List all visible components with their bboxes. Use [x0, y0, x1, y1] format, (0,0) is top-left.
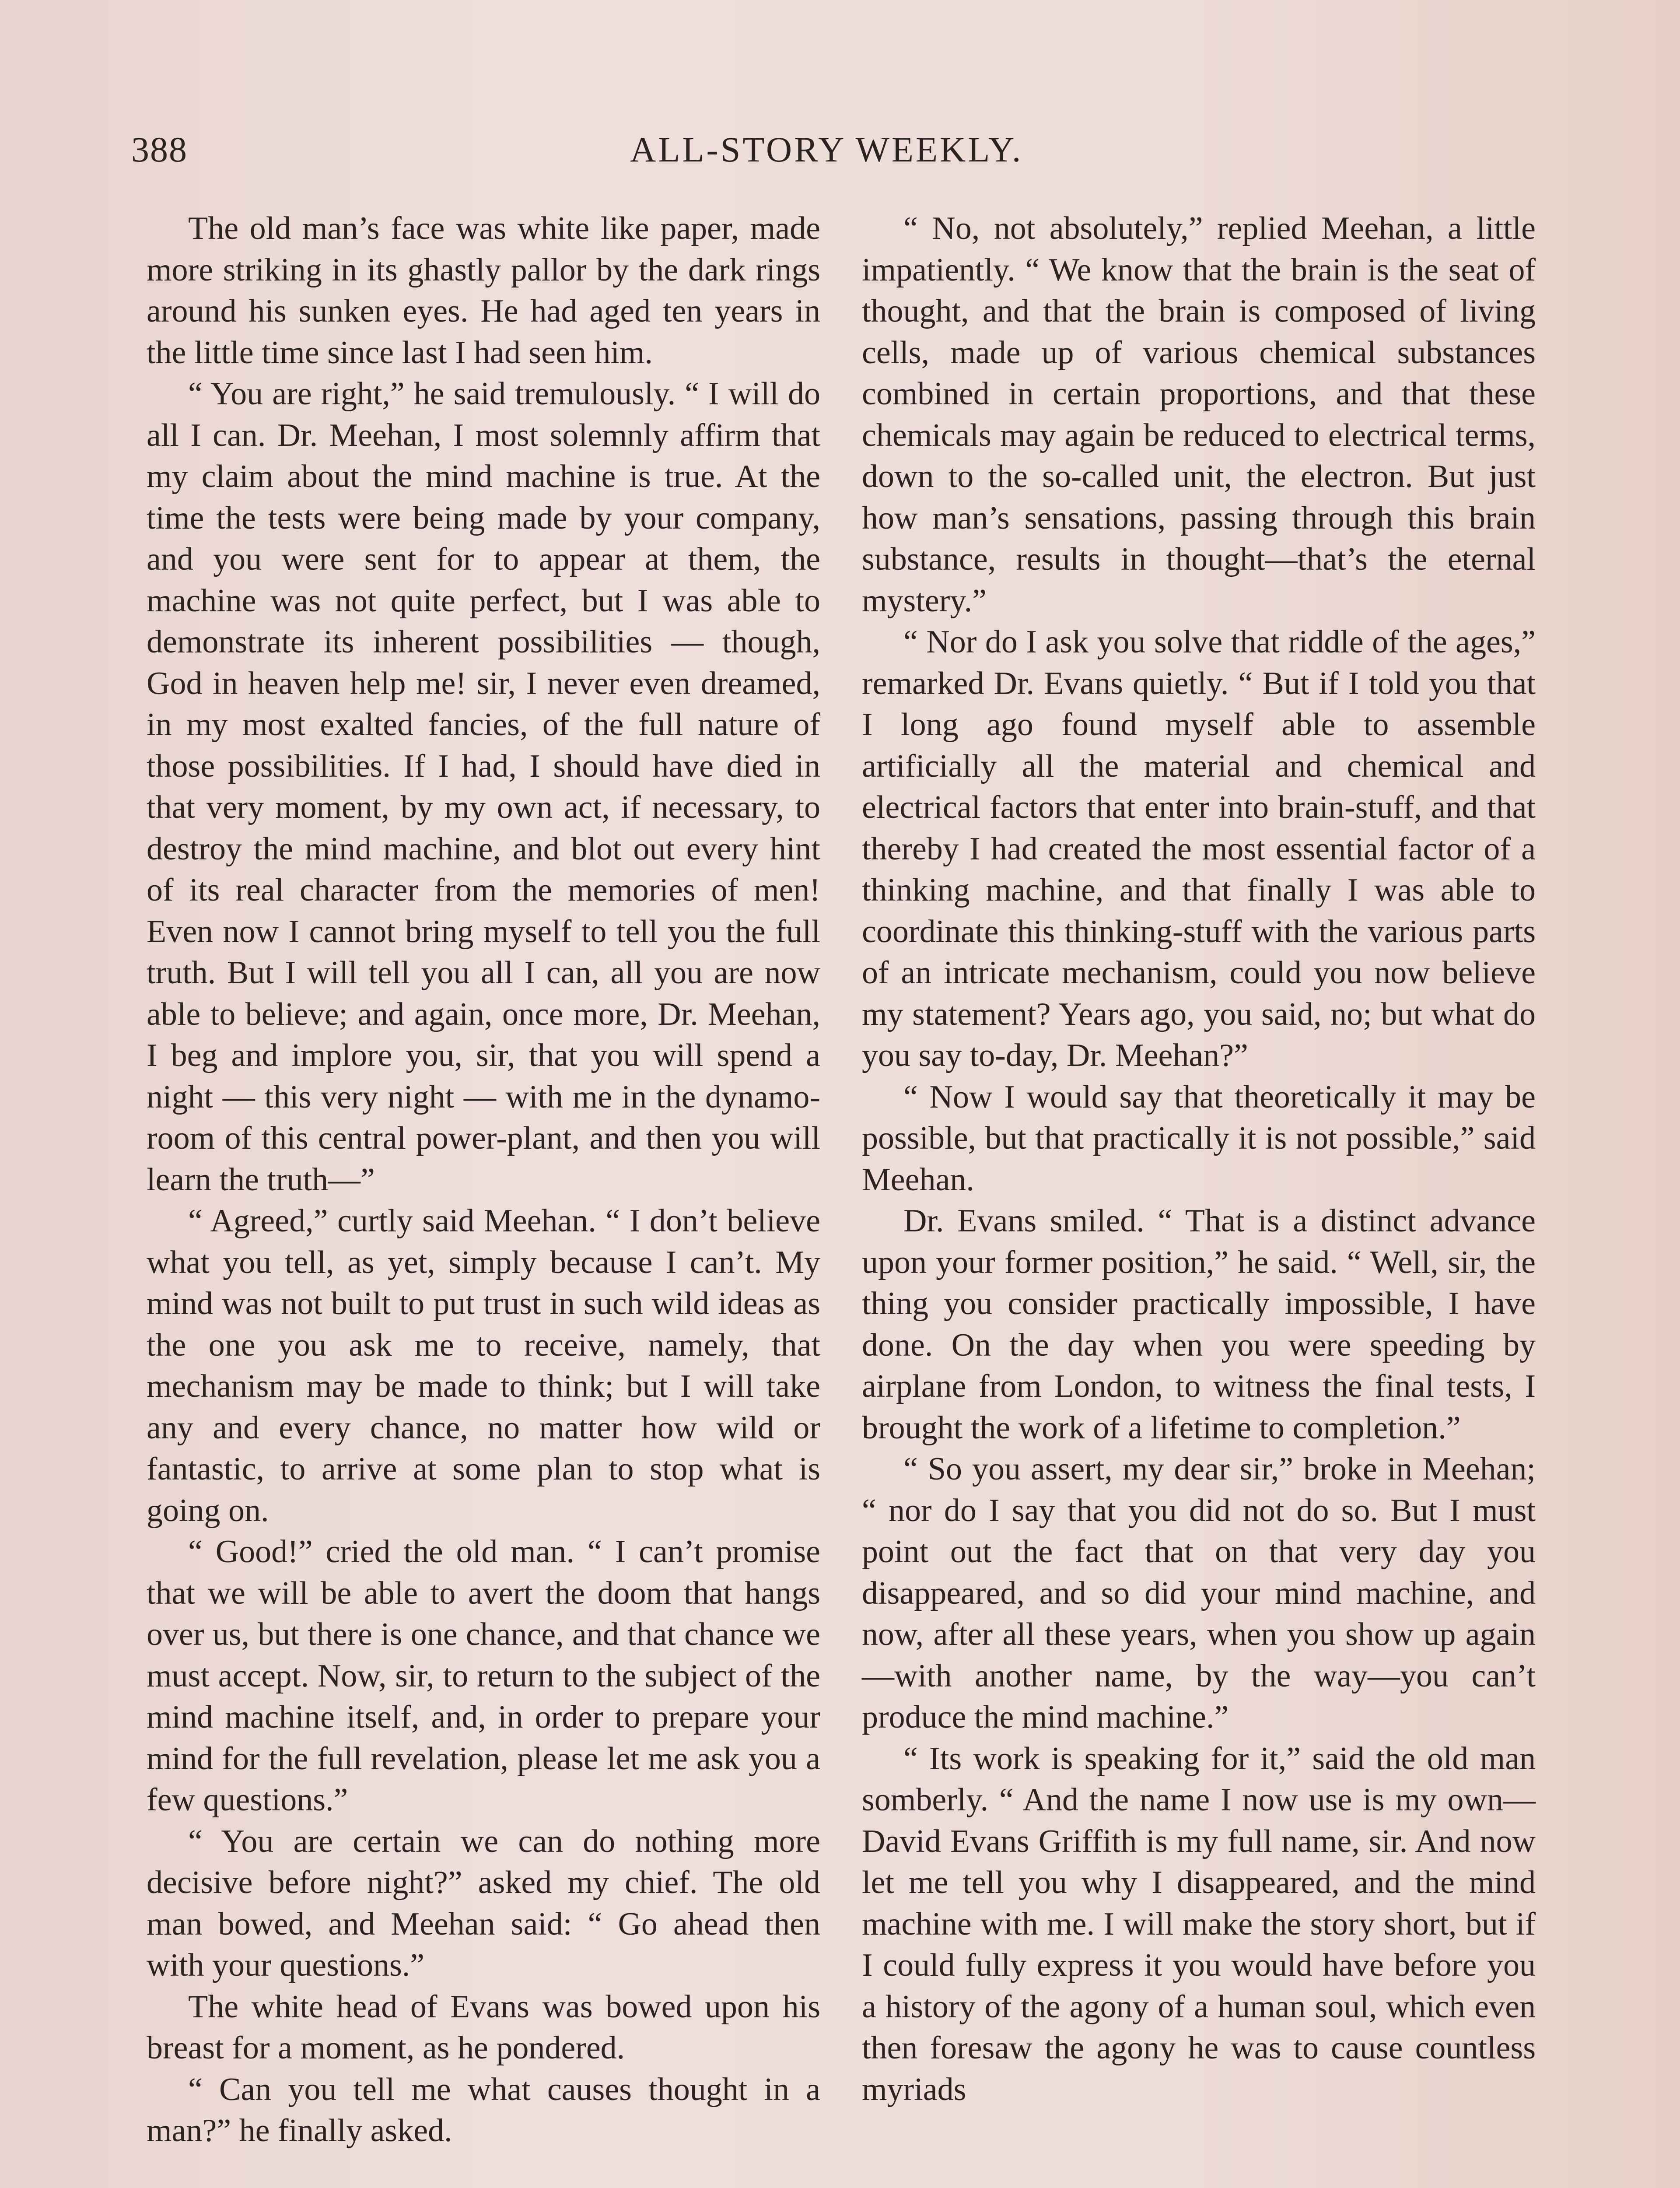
paragraph: “ You are certain we can do nothing more decisive before night?” asked my chief. The old man bowed, and Meehan said: “ Go ahead then with your questions.” [147, 1823, 820, 1983]
right-column [862, 208, 1536, 2110]
page-number: 388 [131, 130, 188, 169]
paragraph: “ So you assert, my dear sir,” broke in Meehan; “ nor do I say that you did not do so. But I must point out the fact that on that very day you disappeared, and so did your mind machine, and now, after all these years, when you show up again—with another name, by the way—you can’t produce the mind machine.” [862, 1451, 1536, 1735]
paragraph: “ Now I would say that theoretically it may be possible, but that practically it is not possible,” said Meehan. [862, 1079, 1536, 1198]
paragraph: “ You are right,” he said tremulously. “ I will do all I can. Dr. Meehan, I most solemnly affirm that my claim about the mind machine is true. At the time the tests were being made by your company, and you were sent for to appear at them, the machine was not quite perfect, but I was able to demonstrate its inherent possibilities — though, God in heaven help me! sir, I never even dreamed, in my most exalted fancies, of the full nature of those possibilities. If I had, I should have died in that very moment, by my own act, if necessary, to destroy the mind machine, and blot out every hint of its real character from the memories of men! Even now I cannot bring myself to tell you the full truth. But I will tell you all I can, all you are now able to believe; and again, once more, Dr. Meehan, I beg and implore you, sir, that you will spend a night — this very night — with me in the dynamo-room of this central power-plant, and then you will learn the truth—” [147, 376, 820, 1198]
paragraph: The white head of Evans was bowed upon his breast for a moment, as he pondered. [147, 1988, 820, 2066]
running-title: ALL-STORY WEEKLY. [630, 130, 1023, 169]
paragraph: Dr. Evans smiled. “ That is a distinct advance upon your former position,” he said. “ Well, sir, the thing you consider practically impossible, I have done. On the day when you were speeding by airplane from London, to witness the final tests, I brought the work of a lifetime to completion.” [862, 1203, 1536, 1446]
paragraph: “ Its work is speaking for it,” said the old man somberly. “ And the name I now use is my own—David Evans Griffith is my full name, sir. And now let me tell you why I disappeared, and the mind machine with me. I will make the story short, but if I could fully express it you would have before you a history of the agony of a human soul, which even then foresaw the agony he was to cause countless myriads [862, 1740, 1536, 2107]
paragraph: “ No, not absolutely,” replied Meehan, a little impatiently. “ We know that the brain is the seat of thought, and that the brain is composed of living cells, made up of various chemical substances combined in certain proportions, and that these chemicals may again be reduced to electrical terms, down to the so-called unit, the electron. But just how man’s sensations, passing through this brain substance, results in thought—that’s the eternal mystery.” [862, 210, 1536, 619]
page-header [131, 129, 1549, 182]
left-column [147, 208, 820, 2152]
paragraph: “ Agreed,” curtly said Meehan. “ I don’t believe what you tell, as yet, simply because I can’t. My mind was not built to put trust in such wild ideas as the one you ask me to receive, namely, that mechanism may be made to think; but I will take any and every chance, no matter how wild or fantastic, to arrive at some plan to stop what is going on. [147, 1203, 820, 1529]
paragraph: “ Good!” cried the old man. “ I can’t promise that we will be able to avert the doom that hangs over us, but there is one chance, and that chance we must accept. Now, sir, to return to the subject of the mind machine itself, and, in order to prepare your mind for the full revelation, please let me ask you a few questions.” [147, 1534, 820, 1818]
paragraph: “ Can you tell me what causes thought in a man?” he finally asked. [147, 2071, 820, 2149]
paragraph: “ Nor do I ask you solve that riddle of the ages,” remarked Dr. Evans quietly. “ But if I told you that I long ago found myself able to assemble artificially all the material and chemical and electrical factors that enter into brain-stuff, and that thereby I had created the most essential factor of a thinking machine, and that finally I was able to coordinate this thinking-stuff with the various parts of an intricate mechanism, could you now believe my statement? Years ago, you said, no; but what do you say to-day, Dr. Meehan?” [862, 624, 1536, 1073]
paragraph: The old man’s face was white like paper, made more striking in its ghastly pallor by the dark rings around his sunken eyes. He had aged ten years in the little time since last I had seen him. [147, 210, 820, 371]
